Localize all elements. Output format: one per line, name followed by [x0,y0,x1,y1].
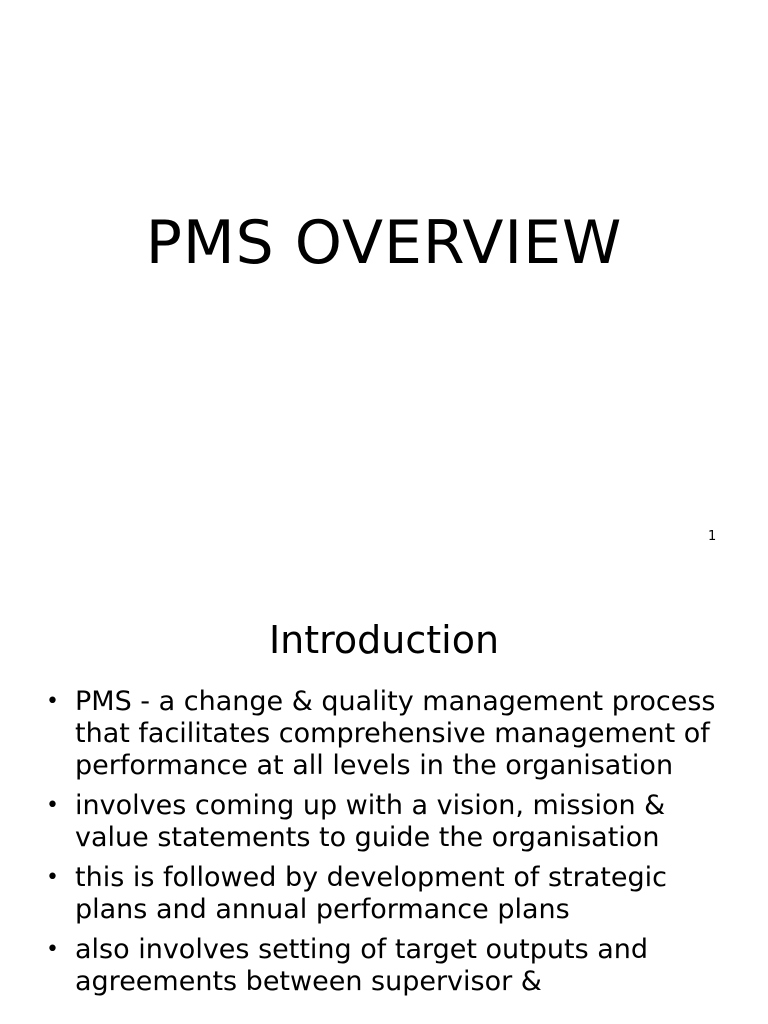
slide-title: PMS OVERVIEW [145,208,623,278]
bullet-text: this is followed by development of strategic plans and annual performance plans [75,862,667,925]
section-title: Introduction [268,618,500,662]
bullet-icon: • [46,793,59,818]
list-item [0,686,768,782]
list-item [0,790,768,854]
bullet-list [0,686,768,1006]
bullet-icon: • [46,689,59,714]
bullet-icon: • [46,937,59,962]
list-item [0,862,768,926]
bullet-icon: • [46,865,59,890]
bullet-text: PMS - a change & quality management process that facilitates comprehensive management of performance at all levels in the organisation [75,686,716,781]
bullet-text: also involves setting of target outputs and agreements between supervisor & [75,934,649,997]
page-number: 1 [708,529,717,544]
bullet-text: involves coming up with a vision, mission & value statements to guide the organisation [75,790,666,853]
list-item [0,934,768,998]
